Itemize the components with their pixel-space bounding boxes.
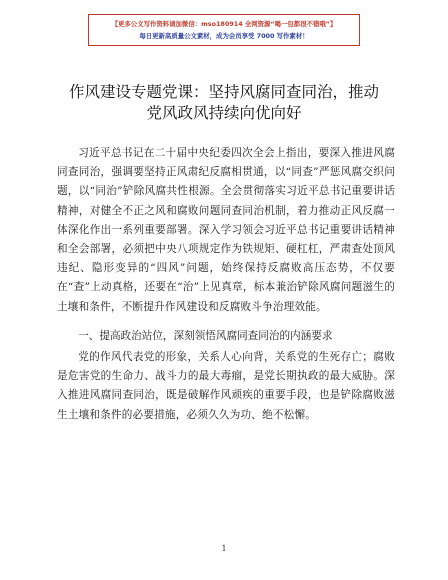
banner-line-2: 每日更新高质量公文素材，成为会员享受 7000 写作素材！ bbox=[139, 31, 309, 40]
promo-banner bbox=[88, 14, 360, 46]
banner-line-1: 【更多公文写作资料请加微信：mso180914 全网资源“喝一包都很不错哦”】 bbox=[111, 19, 337, 28]
body-paragraph: 党的作风代表党的形象，关系人心向背，关系党的生死存亡；腐败是危害党的生命力、战斗力的最大毒瘤，是党长期执政的最大威胁。深入推进风腐同查同治，既是破解作风顽疾的重要手段，也是铲除腐败滋生土壤和条件的必要措施，必须久久为功、绝不松懈。 bbox=[57, 351, 395, 421]
section-heading: 一、提高政治站位，深刻领悟风腐同查同治的内涵要求 bbox=[78, 329, 333, 342]
body-paragraph: 习近平总书记在二十届中央纪委四次全会上指出，要深入推进风腐同查同治，强调要坚持正风肃纪反腐相贯通，以“同查”严惩风腐交织问题，以“同治”铲除风腐共性根源。全会贯彻落实习近平总书记重要讲话精神，对健全不正之风和腐败问题同查同治机制，着力推动正风反腐一体深化作出一系列重要部署。深入学习领会习近平总书记重要讲话精神和全会部署，必须把中央八项规定作为铁规矩、硬杠杠，严肃查处顶风违纪、隐形变异的“四风”问题，始终保持反腐败高压态势，不仅要在“查”上动真格，还要在“治”上见真章，标本兼治铲除风腐问题滋生的土壤和条件，不断提升作风建设和反腐败斗争治理效能。 bbox=[57, 147, 395, 313]
document-body bbox=[57, 144, 395, 425]
document-title bbox=[40, 82, 408, 124]
document-title-line-2: 党风政风持续向优向好 bbox=[146, 104, 302, 122]
document-title-line-1: 作风建设专题党课：坚持风腐同查同治，推动 bbox=[68, 83, 379, 101]
page-number: 1 bbox=[221, 544, 227, 553]
